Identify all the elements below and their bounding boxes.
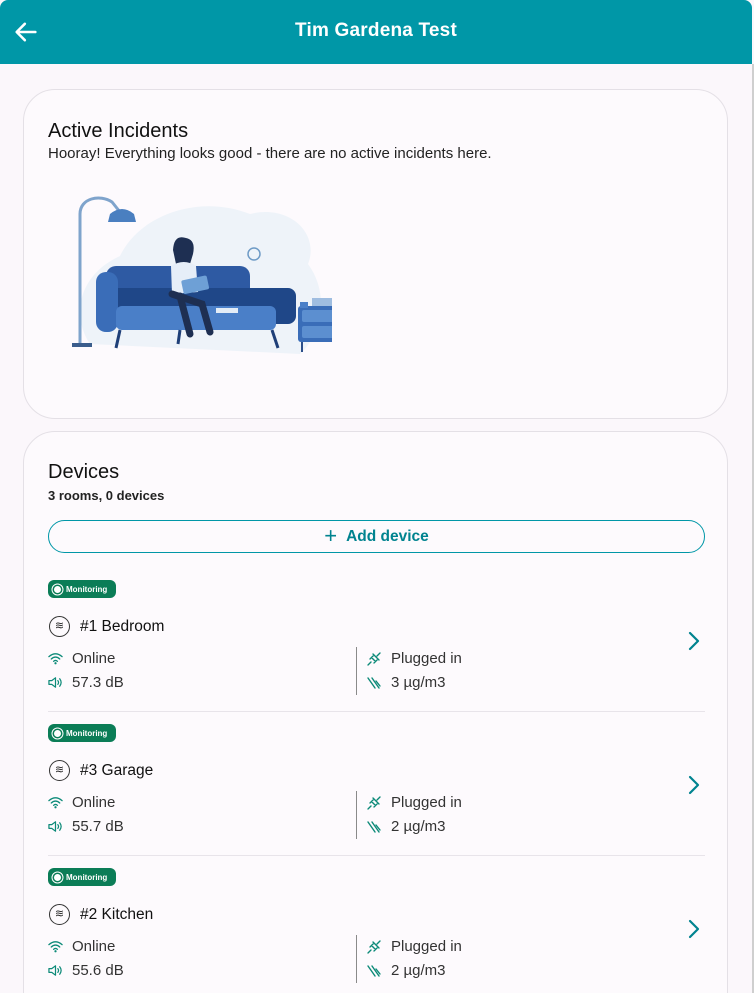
devices-card [23, 431, 728, 993]
speaker-icon [48, 964, 63, 977]
divider [356, 791, 357, 839]
wifi-icon [48, 940, 63, 953]
status-badge: Monitoring [48, 580, 116, 598]
divider [48, 711, 705, 712]
chevron-right-icon[interactable] [687, 774, 701, 796]
chevron-right-icon[interactable] [687, 630, 701, 652]
wifi-icon [48, 796, 63, 809]
particle-level: 2 µg/m3 [366, 818, 446, 835]
add-device-label: Add device [346, 527, 429, 545]
device-item-bedroom[interactable] [48, 580, 705, 716]
dust-icon [366, 675, 382, 691]
status-badge: Monitoring [48, 868, 116, 886]
incidents-title: Active Incidents [48, 120, 189, 142]
dot-icon [54, 586, 61, 593]
status-badge: Monitoring [48, 724, 116, 742]
app-bar [0, 0, 752, 64]
connection-status: Online [48, 938, 115, 955]
particle-level: 2 µg/m3 [366, 962, 446, 979]
active-incidents-card [23, 89, 728, 419]
devices-title: Devices [48, 461, 120, 483]
power-status: Plugged in [366, 794, 462, 811]
power-status: Plugged in [366, 938, 462, 955]
plug-icon [366, 939, 382, 955]
chevron-right-icon[interactable] [687, 918, 701, 940]
device-name: #3 Garage [80, 762, 154, 779]
air-wave-icon: ≋ [49, 616, 70, 637]
power-status: Plugged in [366, 650, 462, 667]
devices-summary: 3 rooms, 0 devices [48, 488, 165, 503]
dot-icon [54, 874, 61, 881]
device-item-garage[interactable] [48, 724, 705, 860]
divider [356, 935, 357, 983]
relaxing-on-sofa-illustration [60, 194, 332, 366]
noise-level: 55.7 dB [48, 818, 124, 835]
divider [356, 647, 357, 695]
divider [48, 855, 705, 856]
device-name: #1 Bedroom [80, 618, 165, 635]
plug-icon [366, 795, 382, 811]
page-title: Tim Gardena Test [295, 20, 457, 41]
air-wave-icon: ≋ [49, 904, 70, 925]
speaker-icon [48, 676, 63, 689]
add-device-button[interactable] [48, 520, 705, 553]
dust-icon [366, 819, 382, 835]
plug-icon [366, 651, 382, 667]
plus-icon: + [324, 522, 338, 548]
connection-status: Online [48, 794, 115, 811]
device-item-kitchen[interactable] [48, 868, 705, 993]
dot-icon [54, 730, 61, 737]
speaker-icon [48, 820, 63, 833]
particle-level: 3 µg/m3 [366, 674, 446, 691]
dust-icon [366, 963, 382, 979]
wifi-icon [48, 652, 63, 665]
noise-level: 55.6 dB [48, 962, 124, 979]
air-wave-icon: ≋ [49, 760, 70, 781]
device-name: #2 Kitchen [80, 906, 154, 923]
connection-status: Online [48, 650, 115, 667]
noise-level: 57.3 dB [48, 674, 124, 691]
incidents-message: Hooray! Everything looks good - there are no active incidents here. [48, 145, 492, 162]
